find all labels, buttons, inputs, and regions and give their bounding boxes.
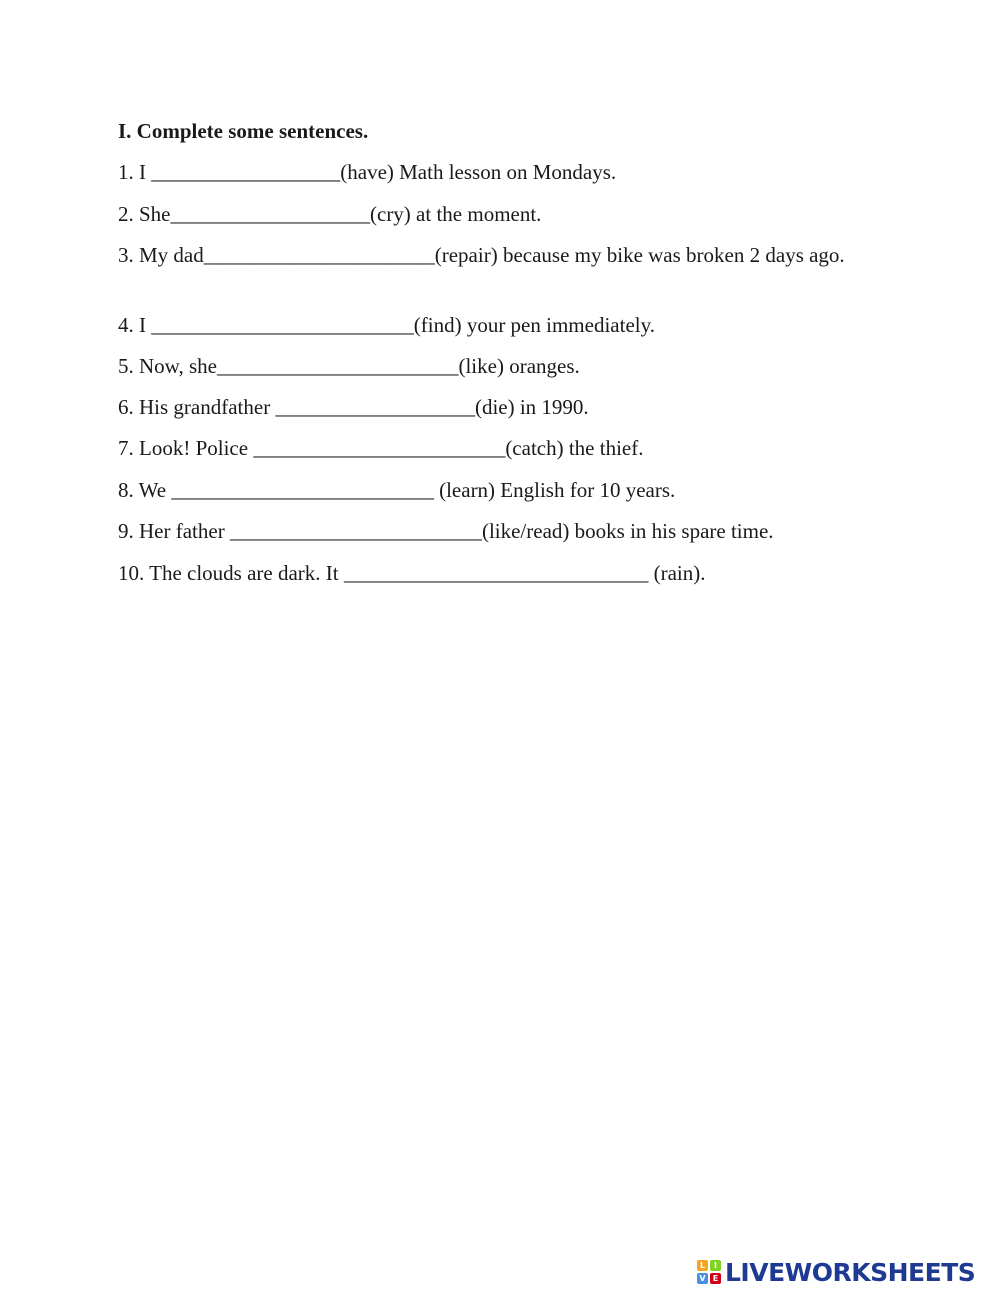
- item-prefix: 3. My dad: [118, 243, 204, 267]
- exercise-item-3: [118, 241, 878, 269]
- item-suffix: (like/read) books in his spare time.: [481, 519, 774, 543]
- exercise-item-1: [118, 158, 616, 186]
- item-prefix: 8. We: [118, 478, 172, 502]
- item-prefix: 4. I: [118, 313, 152, 337]
- logo-letter-e: E: [710, 1273, 721, 1284]
- answer-blank[interactable]: _________________________: [151, 313, 414, 337]
- exercise-item-8: [118, 476, 675, 504]
- answer-blank[interactable]: ___________________: [275, 395, 475, 419]
- logo-letter-i: I: [710, 1260, 721, 1271]
- answer-blank[interactable]: _____________________________: [343, 561, 649, 585]
- answer-blank[interactable]: _________________________: [171, 478, 434, 502]
- exercise-item-9: [118, 517, 774, 545]
- item-suffix: (rain).: [648, 561, 706, 585]
- item-suffix: (repair) because my bike was broken 2 days ago.: [434, 243, 845, 267]
- exercise-item-7: [118, 434, 643, 462]
- item-prefix: 10. The clouds are dark. It: [118, 561, 344, 585]
- answer-blank[interactable]: ___________________: [170, 202, 370, 226]
- item-suffix: (find) your pen immediately.: [413, 313, 655, 337]
- exercise-item-4: [118, 311, 655, 339]
- answer-blank[interactable]: ______________________: [203, 243, 435, 267]
- section-heading: I. Complete some sentences.: [118, 119, 369, 143]
- liveworksheets-logo: [697, 1255, 975, 1289]
- item-suffix: (catch) the thief.: [505, 436, 644, 460]
- answer-blank[interactable]: ________________________: [253, 436, 506, 460]
- item-suffix: (have) Math lesson on Mondays.: [340, 160, 617, 184]
- item-suffix: (learn) English for 10 years.: [433, 478, 676, 502]
- logo-letter-v: V: [697, 1273, 708, 1284]
- item-prefix: 7. Look! Police: [118, 436, 254, 460]
- item-suffix: (die) in 1990.: [474, 395, 589, 419]
- item-prefix: 1. I: [118, 160, 152, 184]
- exercise-item-10: [118, 559, 706, 587]
- item-prefix: 9. Her father: [118, 519, 230, 543]
- answer-blank[interactable]: ________________________: [229, 519, 482, 543]
- exercise-item-2: [118, 200, 541, 228]
- item-suffix: (like) oranges.: [458, 354, 580, 378]
- answer-blank[interactable]: __________________: [151, 160, 341, 184]
- item-suffix: (cry) at the moment.: [370, 202, 542, 226]
- logo-icon: [697, 1260, 721, 1284]
- logo-letter-l: L: [697, 1260, 708, 1271]
- exercise-item-5: [118, 352, 580, 380]
- logo-text: LIVEWORKSHEETS: [725, 1257, 976, 1287]
- item-prefix: 6. His grandfather: [118, 395, 276, 419]
- answer-blank[interactable]: _______________________: [216, 354, 459, 378]
- exercise-item-6: [118, 393, 589, 421]
- item-prefix: 2. She: [118, 202, 171, 226]
- item-prefix: 5. Now, she: [118, 354, 217, 378]
